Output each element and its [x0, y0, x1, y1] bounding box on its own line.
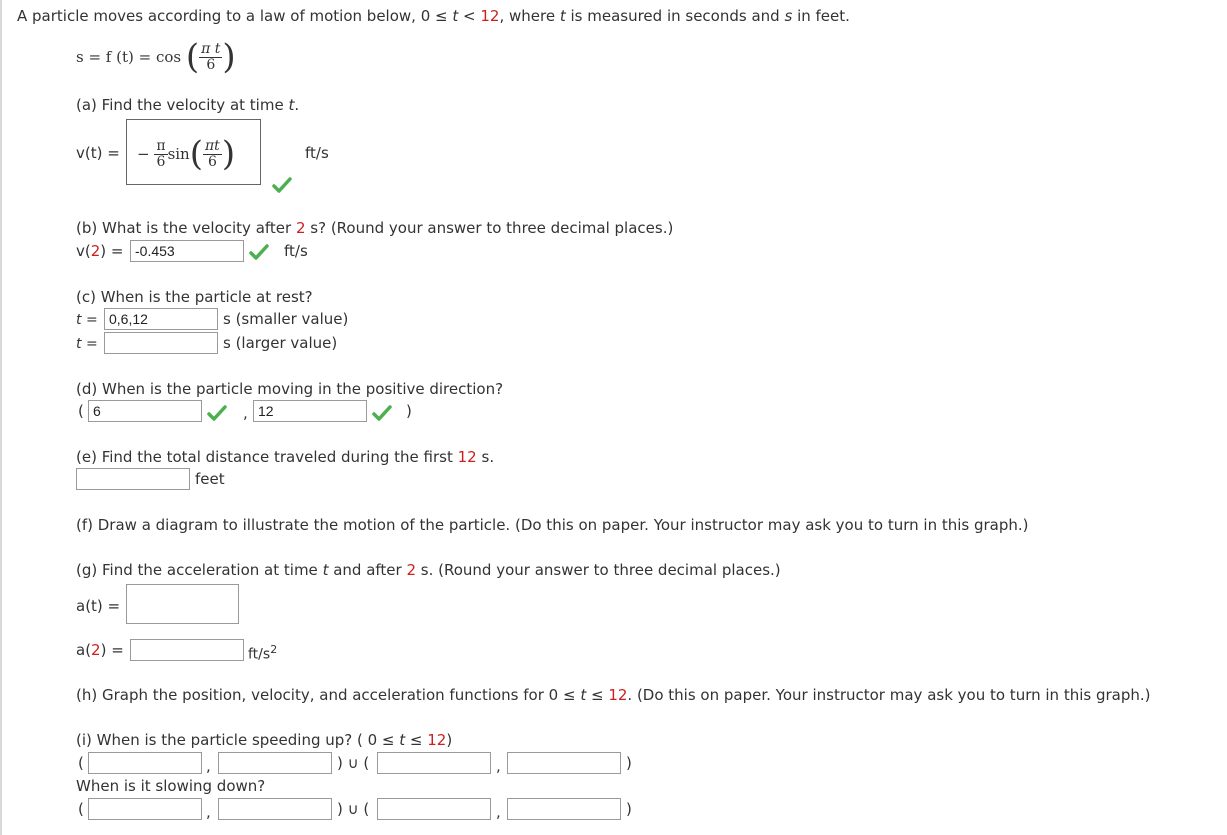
- positive-interval-end-input[interactable]: 12: [253, 400, 367, 422]
- check-icon: [207, 405, 227, 421]
- part-a-unit: ft/s: [305, 144, 329, 162]
- rest-time-smaller-input[interactable]: 0,6,12: [104, 308, 218, 330]
- speeding-up-interval-2-start[interactable]: [377, 752, 491, 774]
- rest-time-larger-input[interactable]: [104, 332, 218, 354]
- speeding-up-interval-1-start[interactable]: [88, 752, 202, 774]
- comma: ,: [496, 757, 501, 775]
- part-g-label-a: a(t) =: [76, 597, 121, 615]
- part-f-prompt: (f) Draw a diagram to illustrate the motion of the particle. (Do this on paper. Your instructor may ask you to turn in this graph.): [76, 516, 1029, 534]
- comma: ,: [496, 803, 501, 821]
- close-paren: ): [406, 402, 412, 420]
- acceleration-at-2-input[interactable]: [130, 639, 244, 661]
- check-icon: [272, 177, 292, 193]
- speeding-up-interval-1-end[interactable]: [218, 752, 332, 774]
- total-distance-input[interactable]: [76, 468, 190, 490]
- left-border: [0, 0, 2, 835]
- part-g-label-a2: a(2) =: [76, 641, 124, 659]
- part-e-prompt: (e) Find the total distance traveled during the first 12 s.: [76, 448, 495, 466]
- position-formula: s = f (t) = cos ( $\frac{\text{π t}}{6}$ ): [76, 37, 236, 77]
- comma: ,: [206, 803, 211, 821]
- part-i-prompt: (i) When is the particle speeding up? ( 0 ≤ t ≤ 12): [76, 731, 453, 749]
- problem-statement: A particle moves according to a law of motion below, 0 ≤ t < 12, where t is measured in seconds and s in feet.: [17, 7, 850, 25]
- part-a-prompt: (a) Find the velocity at time t.: [76, 96, 300, 114]
- union-symbol: ) ∪ (: [337, 800, 370, 818]
- speeding-up-interval-2-end[interactable]: [507, 752, 621, 774]
- part-c-unit-1: s (smaller value): [223, 310, 349, 328]
- check-icon: [249, 244, 269, 260]
- part-b-unit: ft/s: [284, 242, 308, 260]
- part-d-prompt: (d) When is the particle moving in the positive direction?: [76, 380, 504, 398]
- velocity-expression: − $\frac{\pi}{6}$ sin( $\frac{\pi t}{6}$ ): [137, 134, 236, 174]
- check-icon: [372, 405, 392, 421]
- part-a-label: v(t) =: [76, 144, 120, 162]
- part-b-prompt: (b) What is the velocity after 2 s? (Round your answer to three decimal places.): [76, 219, 674, 237]
- part-c-label-1: t =: [76, 312, 98, 328]
- close-paren: ): [626, 754, 632, 772]
- velocity-answer-box[interactable]: [126, 119, 261, 185]
- acceleration-expression-input[interactable]: [126, 584, 239, 624]
- slowing-down-prompt: When is it slowing down?: [76, 777, 266, 795]
- slowing-down-interval-1-end[interactable]: [218, 798, 332, 820]
- slowing-down-interval-1-start[interactable]: [88, 798, 202, 820]
- open-paren: (: [78, 402, 84, 420]
- slowing-down-interval-2-end[interactable]: [507, 798, 621, 820]
- part-c-label-2: t =: [76, 336, 98, 352]
- positive-interval-start-input[interactable]: 6: [88, 400, 202, 422]
- comma: ,: [243, 404, 248, 422]
- part-g-prompt: (g) Find the acceleration at time t and after 2 s. (Round your answer to three decimal places.): [76, 561, 781, 579]
- union-symbol: ) ∪ (: [337, 754, 370, 772]
- comma: ,: [206, 757, 211, 775]
- part-h-prompt: (h) Graph the position, velocity, and acceleration functions for 0 ≤ t ≤ 12. (Do this on paper. Your instructor may ask you to turn in this graph.): [76, 686, 1151, 704]
- part-g-unit: $ft/s^2$: [248, 643, 278, 663]
- part-b-label: v(2) =: [76, 242, 124, 260]
- open-paren: (: [78, 800, 84, 818]
- close-paren: ): [626, 800, 632, 818]
- velocity-at-2-input[interactable]: -0.453: [130, 240, 244, 262]
- slowing-down-interval-2-start[interactable]: [377, 798, 491, 820]
- open-paren: (: [78, 754, 84, 772]
- part-c-prompt: (c) When is the particle at rest?: [76, 288, 313, 306]
- part-e-unit: feet: [195, 470, 225, 488]
- part-c-unit-2: s (larger value): [223, 334, 338, 352]
